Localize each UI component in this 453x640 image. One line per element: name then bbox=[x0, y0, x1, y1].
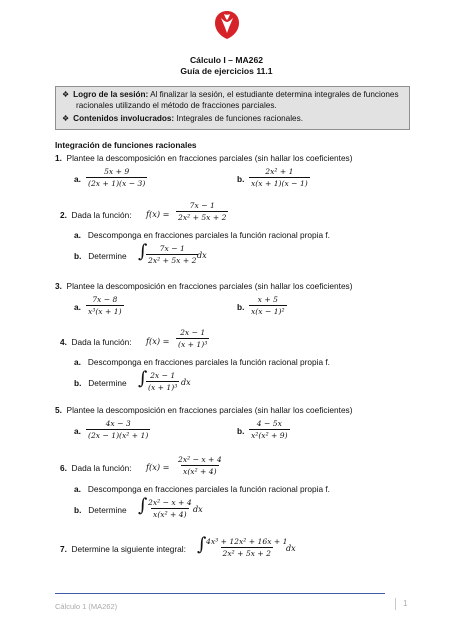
q2-function-fraction: $\frac{7x - 1}{\text{2x² + 5x + 2}}$ bbox=[178, 201, 227, 222]
objective-item-contenidos: ❖ Contenidos involucrados: Integrales de funciones racionales. bbox=[62, 114, 303, 123]
q3-a-label: a. bbox=[74, 302, 81, 312]
footer-separator bbox=[395, 598, 396, 610]
section-title: Integración de funciones racionales bbox=[55, 140, 197, 150]
q4-dx: dx bbox=[181, 378, 191, 387]
q2-b: b. Determine bbox=[74, 251, 127, 261]
q4-integral-sign: ∫ bbox=[138, 368, 148, 389]
question-3: 3. Plantee la descomposición en fracciones parciales (sin hallar los coeficientes) bbox=[55, 281, 353, 291]
footer-divider bbox=[55, 593, 385, 594]
q7-dx: dx bbox=[286, 544, 296, 553]
objective-item-logro: ❖ Logro de la sesión: Al finalizar la sesión, el estudiante determina integrales de funciones bbox=[62, 90, 399, 99]
q2-dx: dx bbox=[197, 251, 207, 260]
q6-a: a. Descomponga en fracciones parciales la función racional propia f. bbox=[74, 484, 330, 494]
q4-function-fraction: $\frac{2x - 1}{\text{(x + 1)³}}$ bbox=[178, 328, 208, 349]
upc-logo bbox=[212, 9, 242, 41]
q5-b-fraction: $\frac{4 - 5x}{\text{x²(x² + 9)}}$ bbox=[251, 419, 288, 440]
q3-a-fraction: $\frac{7x - 8}{\text{x³(x + 1)}}$ bbox=[88, 295, 122, 316]
question-4: 4. Dada la función: bbox=[60, 337, 132, 347]
q2-fx: f(x) = bbox=[146, 209, 170, 219]
q7-integral-fraction: $\frac{\text{4x³ + 12x² + 16x + 1}}{\text{2x² + 5x + 2}}$ bbox=[206, 537, 288, 558]
q1-b-label: b. bbox=[237, 174, 245, 184]
q4-integral-fraction: $\frac{2x - 1}{\text{(x + 1)³}}$ bbox=[148, 371, 178, 392]
footer-course: Cálculo 1 (MA262) bbox=[55, 602, 118, 611]
q5-a-label: a. bbox=[74, 426, 81, 436]
question-7: 7. Determine la siguiente integral: bbox=[60, 544, 186, 554]
q3-b-label: b. bbox=[237, 302, 245, 312]
q2-a: a. Descomponga en fracciones parciales la función racional propia f. bbox=[74, 230, 330, 240]
q1-b-fraction: $\frac{\text{2x² + 1}}{x(x + 1)(x - 1)}$ bbox=[251, 167, 308, 188]
document-subtitle: Guía de ejercicios 11.1 bbox=[180, 66, 273, 76]
page-number: 1 bbox=[403, 599, 408, 608]
q2-integral-sign: ∫ bbox=[138, 241, 148, 262]
question-6: 6. Dada la función: bbox=[60, 463, 132, 473]
q7-integral-sign: ∫ bbox=[197, 534, 207, 555]
q6-integral-sign: ∫ bbox=[138, 495, 148, 516]
question-5: 5. Plantee la descomposición en fracciones parciales (sin hallar los coeficientes) bbox=[55, 405, 353, 415]
objective-item-logro-cont: racionales utilizando el método de fracciones parciales. bbox=[76, 101, 277, 110]
q5-b-label: b. bbox=[237, 426, 245, 436]
q6-integral-fraction: $\frac{\text{2x² − x + 4}}{\text{x(x² + 4)}}$ bbox=[148, 498, 192, 519]
q6-fx: f(x) = bbox=[146, 462, 170, 472]
q4-a: a. Descomponga en fracciones parciales la función racional propia f. bbox=[74, 357, 330, 367]
document-title: Cálculo I – MA262 bbox=[189, 55, 264, 65]
q3-b-fraction: $\frac{x + 5}{\text{x(x − 1)²}}$ bbox=[251, 295, 285, 316]
q2-integral-fraction: $\frac{7x - 1}{\text{2x² + 5x + 2}}$ bbox=[148, 244, 197, 265]
diamond-bullet-icon: ❖ bbox=[62, 90, 70, 99]
q4-fx: f(x) = bbox=[146, 336, 170, 346]
q6-function-fraction: $\frac{\text{2x² − x + 4}}{\text{x(x² + 4)}}$ bbox=[178, 455, 222, 476]
q1-a-label: a. bbox=[74, 174, 81, 184]
q6-dx: dx bbox=[193, 505, 203, 514]
q6-b: b. Determine bbox=[74, 505, 127, 515]
question-2: 2. Dada la función: bbox=[60, 210, 132, 220]
diamond-bullet-icon: ❖ bbox=[62, 114, 70, 123]
question-1: 1. Plantee la descomposición en fracciones parciales (sin hallar los coeficientes) bbox=[55, 153, 353, 163]
q5-a-fraction: $\frac{4x - 3}{\text{(2x − 1)(x² + 1)}}$ bbox=[88, 419, 149, 440]
q4-b: b. Determine bbox=[74, 378, 127, 388]
q1-a-fraction: $\frac{5x + 9}{(2x + 1)(x - 3)}$ bbox=[88, 167, 146, 188]
